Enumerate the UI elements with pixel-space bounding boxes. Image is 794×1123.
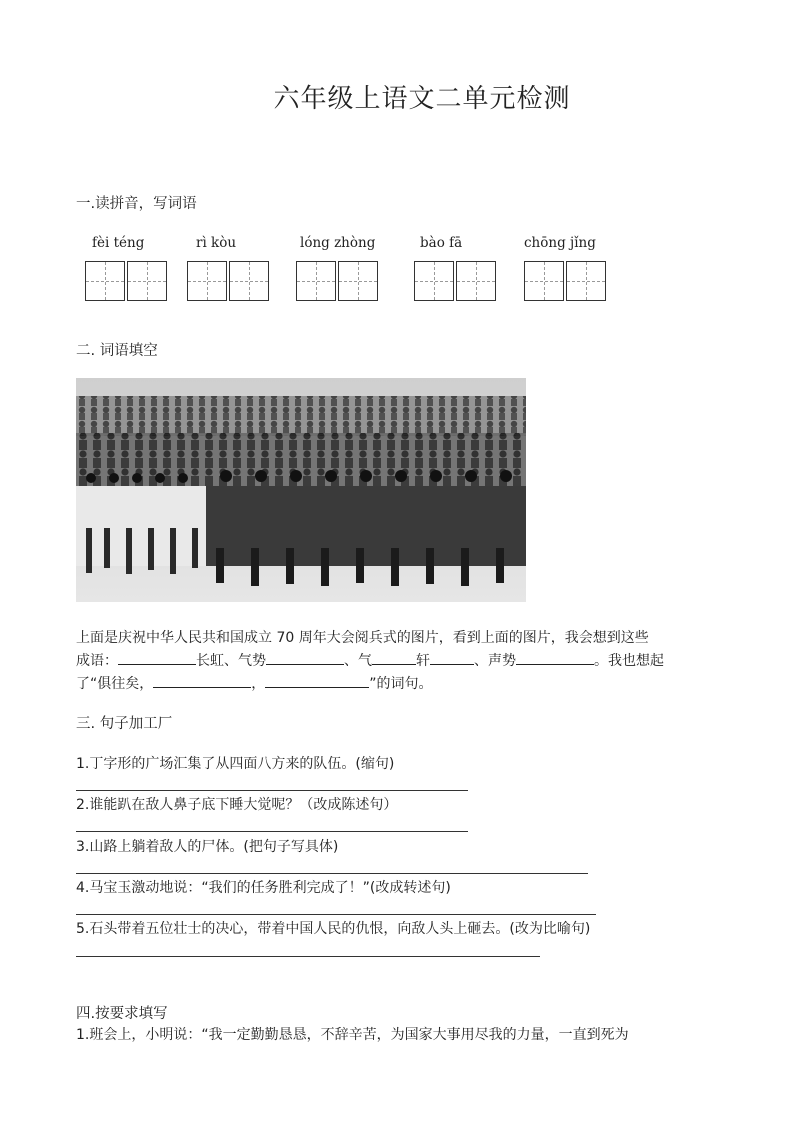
char-cell[interactable] [566, 261, 606, 301]
blank-3[interactable] [372, 649, 416, 665]
char-grid-1[interactable] [85, 261, 167, 301]
char-grid-5[interactable] [524, 261, 606, 301]
char-grid-3[interactable] [296, 261, 378, 301]
sentence-item-3: 3.山路上躺着敌人的尸体。(把句子写具体) [76, 839, 339, 855]
blank-1[interactable] [118, 649, 196, 665]
blank-4[interactable] [430, 649, 474, 665]
para-line-3-prefix: 了“俱往矣， [76, 676, 154, 692]
para-line-3 [76, 672, 720, 695]
blank-2[interactable] [266, 649, 344, 665]
pinyin-4: bào fā [420, 235, 463, 251]
section-1-heading: 一.读拼音，写词语 [76, 196, 197, 212]
char-cell[interactable] [524, 261, 564, 301]
answer-line-2[interactable] [76, 831, 468, 832]
para-line-2-d: 、声势 [474, 653, 516, 669]
section-4-heading: 四.按要求填写 [76, 1006, 168, 1022]
answer-line-3[interactable] [76, 873, 588, 874]
para-line-2-b: 、气 [344, 653, 372, 669]
char-grid-4[interactable] [414, 261, 496, 301]
para-line-2-prefix: 成语： [76, 653, 118, 669]
char-cell[interactable] [127, 261, 167, 301]
blank-6[interactable] [153, 672, 251, 688]
parade-photo-illustration [76, 378, 526, 602]
para-line-1: 上面是庆祝中华人民共和国成立 70 周年大会阅兵式的图片，看到上面的图片，我会想到这些 [76, 630, 649, 646]
char-cell[interactable] [414, 261, 454, 301]
sentence-item-5: 5.石头带着五位壮士的决心，带着中国人民的仇恨，向敌人头上砸去。(改为比喻句) [76, 921, 591, 937]
sentence-item-1: 1.丁字形的广场汇集了从四面八方来的队伍。(缩句) [76, 756, 395, 772]
para-line-3-end: ”的词句。 [369, 676, 433, 692]
char-cell[interactable] [296, 261, 336, 301]
answer-line-5[interactable] [76, 956, 540, 957]
answer-line-4[interactable] [76, 914, 596, 915]
para-line-2 [76, 649, 720, 672]
pinyin-1: fèi téng [92, 235, 145, 251]
char-grid-2[interactable] [187, 261, 269, 301]
parade-photo [76, 378, 526, 602]
section-3-heading: 三. 句子加工厂 [76, 716, 173, 732]
char-cell[interactable] [456, 261, 496, 301]
para-line-3-mid: ， [251, 676, 266, 692]
char-cell[interactable] [85, 261, 125, 301]
para-line-2-c: 轩 [416, 653, 430, 669]
para-line-2-e: 。我也想起 [594, 653, 664, 669]
char-cell[interactable] [338, 261, 378, 301]
section-2-heading: 二. 词语填空 [76, 343, 158, 359]
page-title: 六年级上语文二单元检测 [273, 84, 571, 114]
blank-5[interactable] [516, 649, 594, 665]
fill-paragraph [76, 628, 720, 695]
sentence-item-2: 2.谁能趴在敌人鼻子底下睡大觉呢？（改成陈述句） [76, 797, 398, 813]
answer-line-1[interactable] [76, 790, 468, 791]
pinyin-3: lóng zhòng [300, 235, 376, 251]
char-cell[interactable] [229, 261, 269, 301]
pinyin-2: rì kòu [196, 235, 237, 251]
pinyin-5: chōng jǐng [524, 235, 596, 251]
section-4-item-1: 1.班会上，小明说：“我一定勤勤恳恳，不辞辛苦，为国家大事用尽我的力量，一直到死为 [76, 1027, 629, 1043]
para-line-2-a: 长虹、气势 [196, 653, 266, 669]
sentence-item-4: 4.马宝玉激动地说：“我们的任务胜利完成了！”(改成转述句) [76, 880, 451, 896]
char-cell[interactable] [187, 261, 227, 301]
blank-7[interactable] [265, 672, 369, 688]
